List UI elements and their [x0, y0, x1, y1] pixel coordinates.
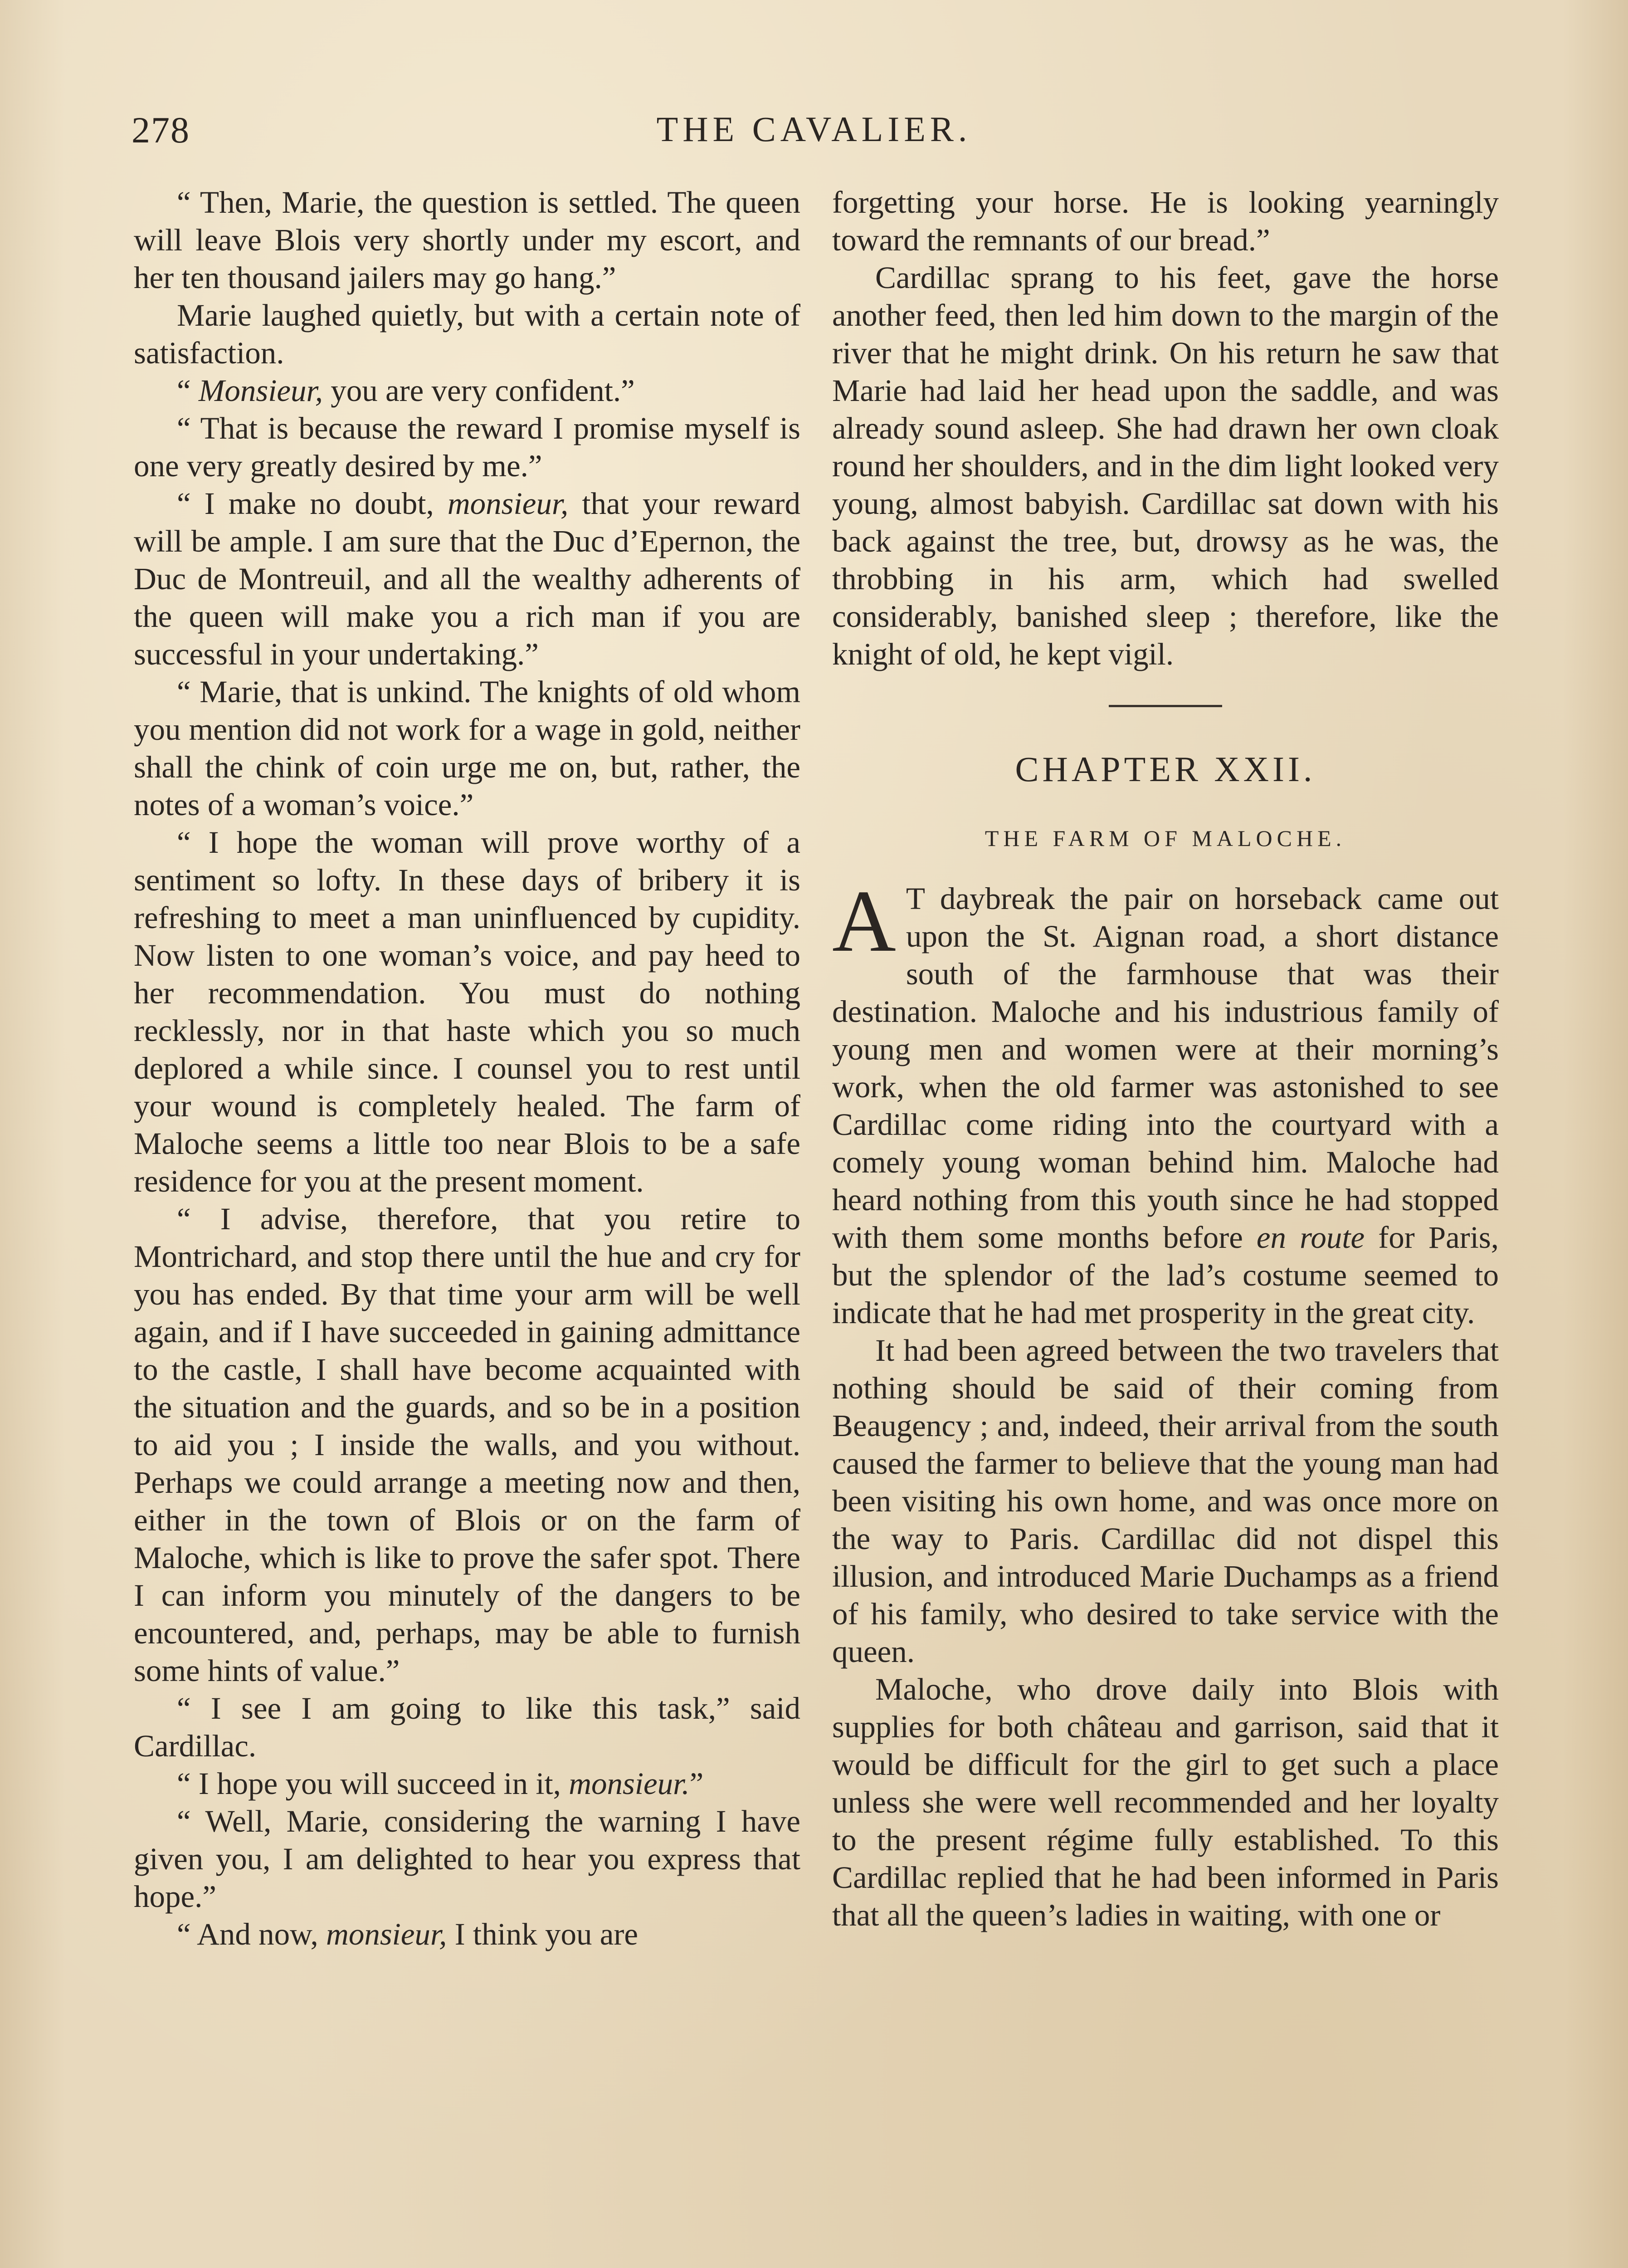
chapter-first-paragraph: A T daybreak the pair on horseback came out upon the St. Aignan road, a short distance south of the farmhouse that was their destination. Maloche and his industrious family of young men and women were at their morning’s work, when the old farmer was astonished to see Cardillac come riding into the courtyard with a comely young woman behind him. Maloche had heard nothing from this youth since he had stopped with them some months before en route for Paris, but the splendor of the lad’s costume seemed to indicate that he had met prosperity in the great city.: [832, 872, 1499, 1330]
paragraph: “ Marie, that is unkind. The knights of old whom you mention did not work for a wage in gold, neither shall the chink of coin urge me on, but, rather, the notes of a woman’s voice.”: [134, 675, 800, 822]
paragraph: “ And now, monsieur, I think you are: [177, 1917, 638, 1951]
page-header: [127, 109, 1501, 159]
paragraph: “ I see I am going to like this task,” said Cardillac.: [134, 1691, 800, 1763]
paragraph: “ I hope you will succeed in it, monsieur.”: [177, 1766, 704, 1801]
paragraph: It had been agreed between the two travelers that nothing should be said of their coming from Beaugency ; and, indeed, their arrival from the south caused the farmer to believe that the young man had been visiting his own home, and was once more on the way to Paris. Cardillac did not dispel this illusion, and introduced Marie Duchamps as a friend of his family, who desired to take service with the queen.: [832, 1333, 1499, 1669]
paragraph: Marie laughed quietly, but with a certain note of satisfaction.: [134, 298, 800, 370]
paragraph: “ I advise, therefore, that you retire to Montrichard, and stop there until the hue and cry for you has ended. By that time your arm will be well again, and if I have succeeded in gaining admittance to the castle, I shall have become acquainted with the situation and the guards, and so be in a position to aid you ; I inside the walls, and you without. Perhaps we could arrange a meeting now and then, either in the town of Blois or on the farm of Maloche, which is like to prove the safer spot. There I can inform you minutely of the dangers to be encountered, and, perhaps, may be able to furnish some hints of value.”: [134, 1202, 800, 1688]
paragraph: Maloche, who drove daily into Blois with supplies for both château and garrison, said that it would be difficult for the girl to get such a place unless she were well recommended and her loyalty to the present régime fully established. To this Cardillac replied that he had been informed in Paris that all the queen’s ladies in waiting, with one or: [832, 1672, 1499, 1932]
chapter-title: CHAPTER XXII.: [1015, 749, 1316, 789]
paragraph: “ I make no doubt, monsieur, that your reward will be ample. I am sure that the Duc d’Epernon, the Duc de Montreuil, and all the wealthy adherents of the queen will make you a rich man if you are successful in your undertaking.”: [134, 486, 800, 671]
drop-cap: A: [832, 872, 896, 970]
right-column-continuation: [832, 184, 1499, 673]
chapter-body: [832, 1332, 1499, 1934]
right-text-column: [832, 184, 1499, 1934]
paragraph: “ I hope the woman will prove worthy of a sentiment so lofty. In these days of bribery it is refreshing to meet a man uninfluenced by cupidity. Now listen to one woman’s voice, and pay heed to her recommendation. You must do nothing recklessly, nor in that haste which you so much deplored a while since. I counsel you to rest until your wound is completely healed. The farm of Maloche seems a little too near Blois to be a safe residence for you at the present moment.: [134, 825, 800, 1198]
chapter-subtitle: THE FARM OF MALOCHE.: [985, 826, 1346, 851]
section-divider: [1109, 705, 1222, 707]
paragraph: forgetting your horse. He is looking yearningly toward the remnants of our bread.”: [832, 185, 1499, 257]
page-number: 278: [132, 109, 190, 151]
paragraph: Cardillac sprang to his feet, gave the horse another feed, then led him down to the margin of the river that he might drink. On his return he saw that Marie had laid her head upon the saddle, and was already sound asleep. She had drawn her own cloak round her shoulders, and in the dim light looked very young, almost babyish. Cardillac sat down with his back against the tree, but, drowsy as he was, the throbbing in his arm, which had swelled considerably, banished sleep ; therefore, like the knight of old, he kept vigil.: [832, 260, 1499, 671]
paragraph: “ That is because the reward I promise myself is one very greatly desired by me.”: [134, 411, 800, 483]
paragraph: “ Then, Marie, the question is settled. The queen will leave Blois very shortly under my escort, and her ten thousand jailers may go hang.”: [134, 185, 800, 295]
running-title: THE CAVALIER.: [656, 109, 972, 149]
paragraph: “ Monsieur, you are very confident.”: [177, 373, 635, 408]
left-text-column: [134, 184, 800, 1953]
paragraph: “ Well, Marie, considering the warning I have given you, I am delighted to hear you express that hope.”: [134, 1804, 800, 1914]
